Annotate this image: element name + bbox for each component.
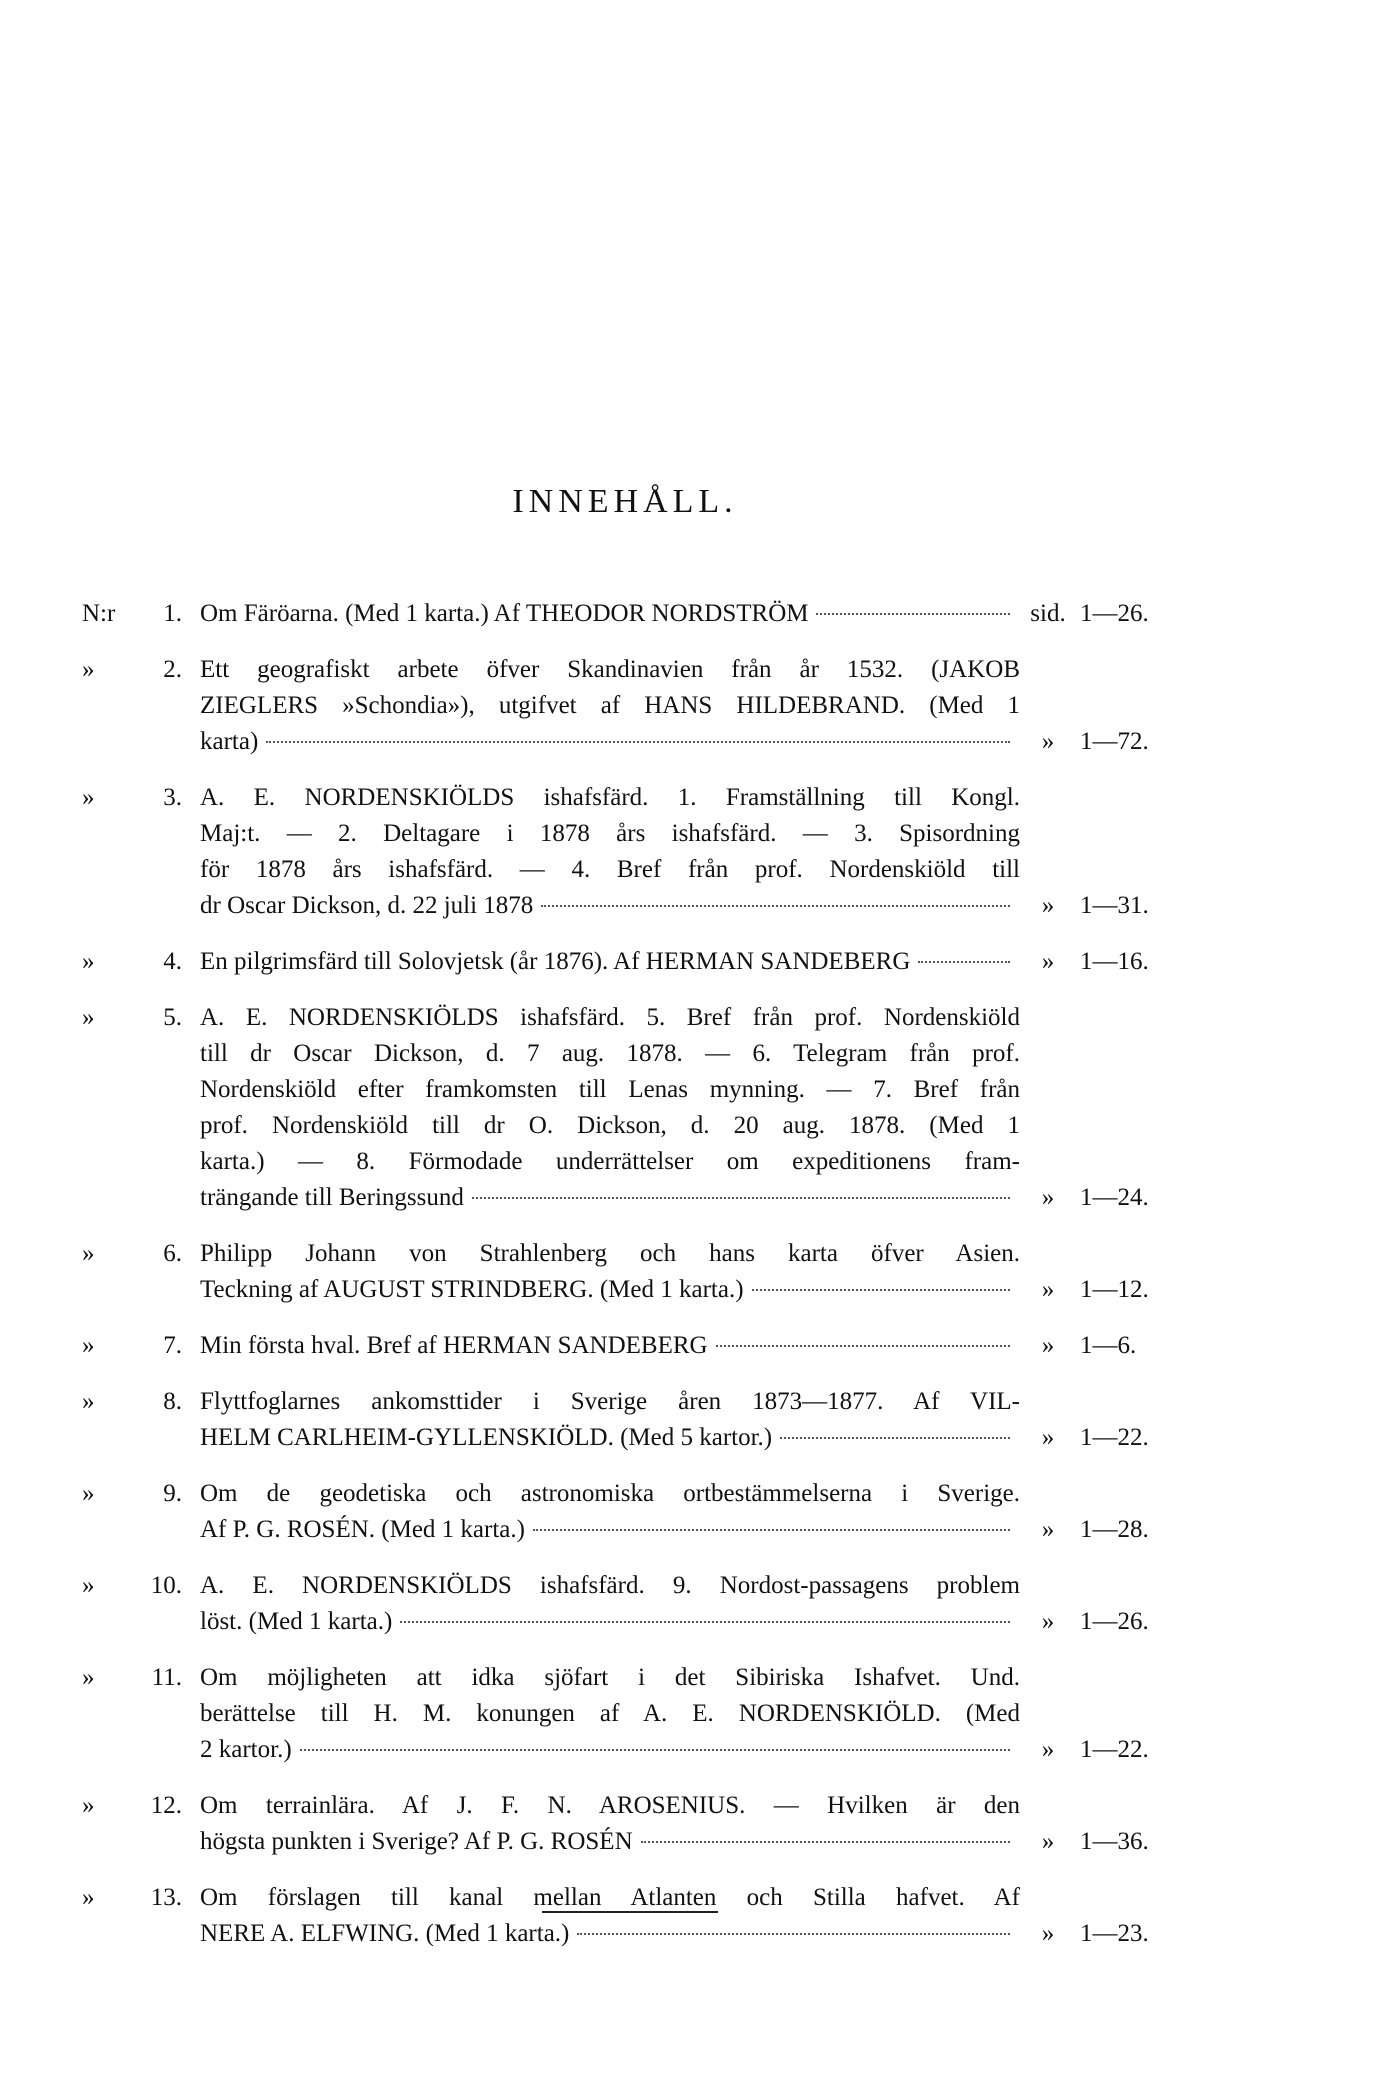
toc-entry bbox=[0, 1880, 1400, 1952]
entry-number: 1. bbox=[163, 600, 182, 627]
entry-text bbox=[200, 944, 1020, 980]
toc-entry bbox=[0, 1236, 1400, 1308]
page-prefix: » bbox=[1041, 1920, 1055, 1947]
page-prefix: » bbox=[1041, 728, 1055, 755]
page-prefix: » bbox=[1041, 892, 1055, 919]
page-prefix: » bbox=[1041, 948, 1055, 975]
entry-line-last bbox=[200, 1916, 1020, 1952]
entry-line: Ett geografiskt arbete öfver Skandinavien från år 1532. (JAKOB bbox=[200, 656, 1020, 683]
entry-text bbox=[200, 1236, 1020, 1308]
page-range: 1—72. bbox=[1080, 728, 1149, 755]
dot-leader bbox=[400, 1621, 1010, 1623]
entry-text bbox=[200, 652, 1020, 760]
page-range: 1—23. bbox=[1080, 1920, 1149, 1947]
entry-line: karta.) — 8. Förmodade underrättelser om expeditionens fram- bbox=[200, 1148, 1020, 1175]
entry-label: » bbox=[82, 656, 95, 683]
entry-number: 7. bbox=[163, 1332, 182, 1359]
entry-label: N:r bbox=[82, 600, 116, 627]
entry-line-text: Af P. G. ROSÉN. (Med 1 karta.) bbox=[200, 1516, 525, 1543]
entry-number: 11. bbox=[151, 1664, 182, 1691]
entry-text bbox=[200, 1660, 1020, 1768]
page-prefix: » bbox=[1041, 1516, 1055, 1543]
entry-text bbox=[200, 1328, 1020, 1364]
entry-line-text: Teckning af AUGUST STRINDBERG. (Med 1 karta.) bbox=[200, 1276, 744, 1303]
entry-line-text: löst. (Med 1 karta.) bbox=[200, 1608, 393, 1635]
entry-label: » bbox=[82, 1388, 95, 1415]
toc-entry bbox=[0, 1384, 1400, 1456]
entry-text bbox=[200, 1476, 1020, 1548]
dot-leader bbox=[780, 1437, 1010, 1439]
dot-leader bbox=[533, 1529, 1010, 1531]
table-of-contents bbox=[0, 596, 1400, 1972]
toc-entry bbox=[0, 652, 1400, 760]
entry-number: 13. bbox=[150, 1884, 182, 1911]
entry-label: » bbox=[82, 1572, 95, 1599]
page-range: 1—26. bbox=[1080, 1608, 1149, 1635]
page-range: 1—31. bbox=[1080, 892, 1149, 919]
page-range: 1—28. bbox=[1080, 1516, 1149, 1543]
entry-line-text: Om Färöarna. (Med 1 karta.) Af THEODOR NORDSTRÖM bbox=[200, 600, 809, 627]
entry-line-last bbox=[200, 1180, 1020, 1216]
entry-text bbox=[200, 780, 1020, 924]
toc-entry bbox=[0, 1788, 1400, 1860]
entry-line: Philipp Johann von Strahlenberg och hans karta öfver Asien. bbox=[200, 1240, 1020, 1267]
entry-text bbox=[200, 1384, 1020, 1456]
entry-number: 8. bbox=[163, 1388, 182, 1415]
page-range: 1—26. bbox=[1080, 600, 1149, 627]
dot-leader bbox=[752, 1289, 1010, 1291]
page-prefix: » bbox=[1041, 1828, 1055, 1855]
dot-leader bbox=[918, 961, 1010, 963]
entry-line-text: HELM CARLHEIM-GYLLENSKIÖLD. (Med 5 kartor.) bbox=[200, 1424, 773, 1451]
page-range: 1—6. bbox=[1080, 1332, 1137, 1359]
entry-number: 10. bbox=[150, 1572, 182, 1599]
entry-number: 3. bbox=[163, 784, 182, 811]
entry-line-last bbox=[200, 1420, 1020, 1456]
page-prefix: » bbox=[1041, 1424, 1055, 1451]
entry-number: 2. bbox=[163, 656, 182, 683]
entry-number: 6. bbox=[163, 1240, 182, 1267]
entry-line-last bbox=[200, 888, 1020, 924]
entry-text bbox=[200, 1568, 1020, 1640]
page-range: 1—36. bbox=[1080, 1828, 1149, 1855]
entry-label: » bbox=[82, 1884, 95, 1911]
entry-line-text: En pilgrimsfärd till Solovjetsk (år 1876). Af HERMAN SANDEBERG bbox=[200, 948, 911, 975]
entry-line-last bbox=[200, 1272, 1020, 1308]
page-prefix: sid. bbox=[1030, 600, 1066, 627]
entry-text bbox=[200, 1000, 1020, 1216]
entry-line: A. E. NORDENSKIÖLDS ishafsfärd. 1. Framställning till Kongl. bbox=[200, 784, 1020, 811]
entry-line-last bbox=[200, 1604, 1020, 1640]
entry-line: berättelse till H. M. konungen af A. E. NORDENSKIÖLD. (Med bbox=[200, 1700, 1020, 1727]
page-range: 1—16. bbox=[1080, 948, 1149, 975]
entry-label: » bbox=[82, 1240, 95, 1267]
page-prefix: » bbox=[1041, 1608, 1055, 1635]
entry-line-text: Min första hval. Bref af HERMAN SANDEBERG bbox=[200, 1332, 708, 1359]
entry-line-text: trängande till Beringssund bbox=[200, 1184, 464, 1211]
entry-line: Om terrainlära. Af J. F. N. AROSENIUS. — Hvilken är den bbox=[200, 1792, 1020, 1819]
entry-text bbox=[200, 1788, 1020, 1860]
entry-label: » bbox=[82, 1004, 95, 1031]
entry-line: Om förslagen till kanal mellan Atlanten och Stilla hafvet. Af bbox=[200, 1884, 1020, 1911]
closing-rule bbox=[542, 1911, 718, 1913]
entry-label: » bbox=[82, 1480, 95, 1507]
page-range: 1—22. bbox=[1080, 1424, 1149, 1451]
entry-label: » bbox=[82, 784, 95, 811]
page-range: 1—22. bbox=[1080, 1736, 1149, 1763]
entry-line-last bbox=[200, 1328, 1020, 1364]
dot-leader bbox=[300, 1749, 1010, 1751]
entry-label: » bbox=[82, 1792, 95, 1819]
entry-line-text: 2 kartor.) bbox=[200, 1736, 292, 1763]
entry-line-last bbox=[200, 1732, 1020, 1768]
entry-line-last bbox=[200, 944, 1020, 980]
entry-line-text: karta) bbox=[200, 728, 259, 755]
toc-entry bbox=[0, 1660, 1400, 1768]
entry-line-last bbox=[200, 724, 1020, 760]
entry-number: 12. bbox=[150, 1792, 182, 1819]
page-range: 1—12. bbox=[1080, 1276, 1149, 1303]
entry-label: » bbox=[82, 1664, 95, 1691]
entry-line: för 1878 års ishafsfärd. — 4. Bref från prof. Nordenskiöld till bbox=[200, 856, 1020, 883]
page-prefix: » bbox=[1041, 1332, 1055, 1359]
entry-line: A. E. NORDENSKIÖLDS ishafsfärd. 9. Nordost-passagens problem bbox=[200, 1572, 1020, 1599]
toc-entry bbox=[0, 944, 1400, 980]
entry-line: Nordenskiöld efter framkomsten till Lenas mynning. — 7. Bref från bbox=[200, 1076, 1020, 1103]
dot-leader bbox=[472, 1197, 1010, 1199]
entry-line: A. E. NORDENSKIÖLDS ishafsfärd. 5. Bref från prof. Nordenskiöld bbox=[200, 1004, 1020, 1031]
entry-line: till dr Oscar Dickson, d. 7 aug. 1878. — 6. Telegram från prof. bbox=[200, 1040, 1020, 1067]
toc-entry bbox=[0, 1000, 1400, 1216]
entry-text bbox=[200, 1880, 1020, 1952]
entry-line-last bbox=[200, 1512, 1020, 1548]
dot-leader bbox=[541, 905, 1010, 907]
entry-line: prof. Nordenskiöld till dr O. Dickson, d. 20 aug. 1878. (Med 1 bbox=[200, 1112, 1020, 1139]
page-range: 1—24. bbox=[1080, 1184, 1149, 1211]
entry-line: Flyttfoglarnes ankomsttider i Sverige åren 1873—1877. Af VIL- bbox=[200, 1388, 1020, 1415]
entry-label: » bbox=[82, 948, 95, 975]
entry-line-text: dr Oscar Dickson, d. 22 juli 1878 bbox=[200, 892, 534, 919]
dot-leader bbox=[716, 1345, 1010, 1347]
entry-number: 9. bbox=[163, 1480, 182, 1507]
page-title: INNEHÅLL. bbox=[512, 483, 738, 520]
page-prefix: » bbox=[1041, 1276, 1055, 1303]
dot-leader bbox=[641, 1841, 1010, 1843]
entry-line-text: NERE A. ELFWING. (Med 1 karta.) bbox=[200, 1920, 570, 1947]
dot-leader bbox=[577, 1933, 1010, 1935]
page-prefix: » bbox=[1041, 1184, 1055, 1211]
entry-line: ZIEGLERS »Schondia»), utgifvet af HANS HILDEBRAND. (Med 1 bbox=[200, 692, 1020, 719]
entry-number: 5. bbox=[163, 1004, 182, 1031]
toc-entry bbox=[0, 1328, 1400, 1364]
dot-leader bbox=[816, 613, 1010, 615]
entry-number: 4. bbox=[163, 948, 182, 975]
toc-entry bbox=[0, 596, 1400, 632]
entry-text bbox=[200, 596, 1020, 632]
toc-entry bbox=[0, 1568, 1400, 1640]
toc-entry bbox=[0, 780, 1400, 924]
entry-label: » bbox=[82, 1332, 95, 1359]
entry-line-last bbox=[200, 1824, 1020, 1860]
toc-entry bbox=[0, 1476, 1400, 1548]
entry-line-last bbox=[200, 596, 1020, 632]
dot-leader bbox=[266, 741, 1010, 743]
entry-line: Om möjligheten att idka sjöfart i det Sibiriska Ishafvet. Und. bbox=[200, 1664, 1020, 1691]
entry-line: Om de geodetiska och astronomiska ortbestämmelserna i Sverige. bbox=[200, 1480, 1020, 1507]
entry-line-text: högsta punkten i Sverige? Af P. G. ROSÉN bbox=[200, 1828, 633, 1855]
entry-line: Maj:t. — 2. Deltagare i 1878 års ishafsfärd. — 3. Spisordning bbox=[200, 820, 1020, 847]
page-prefix: » bbox=[1041, 1736, 1055, 1763]
